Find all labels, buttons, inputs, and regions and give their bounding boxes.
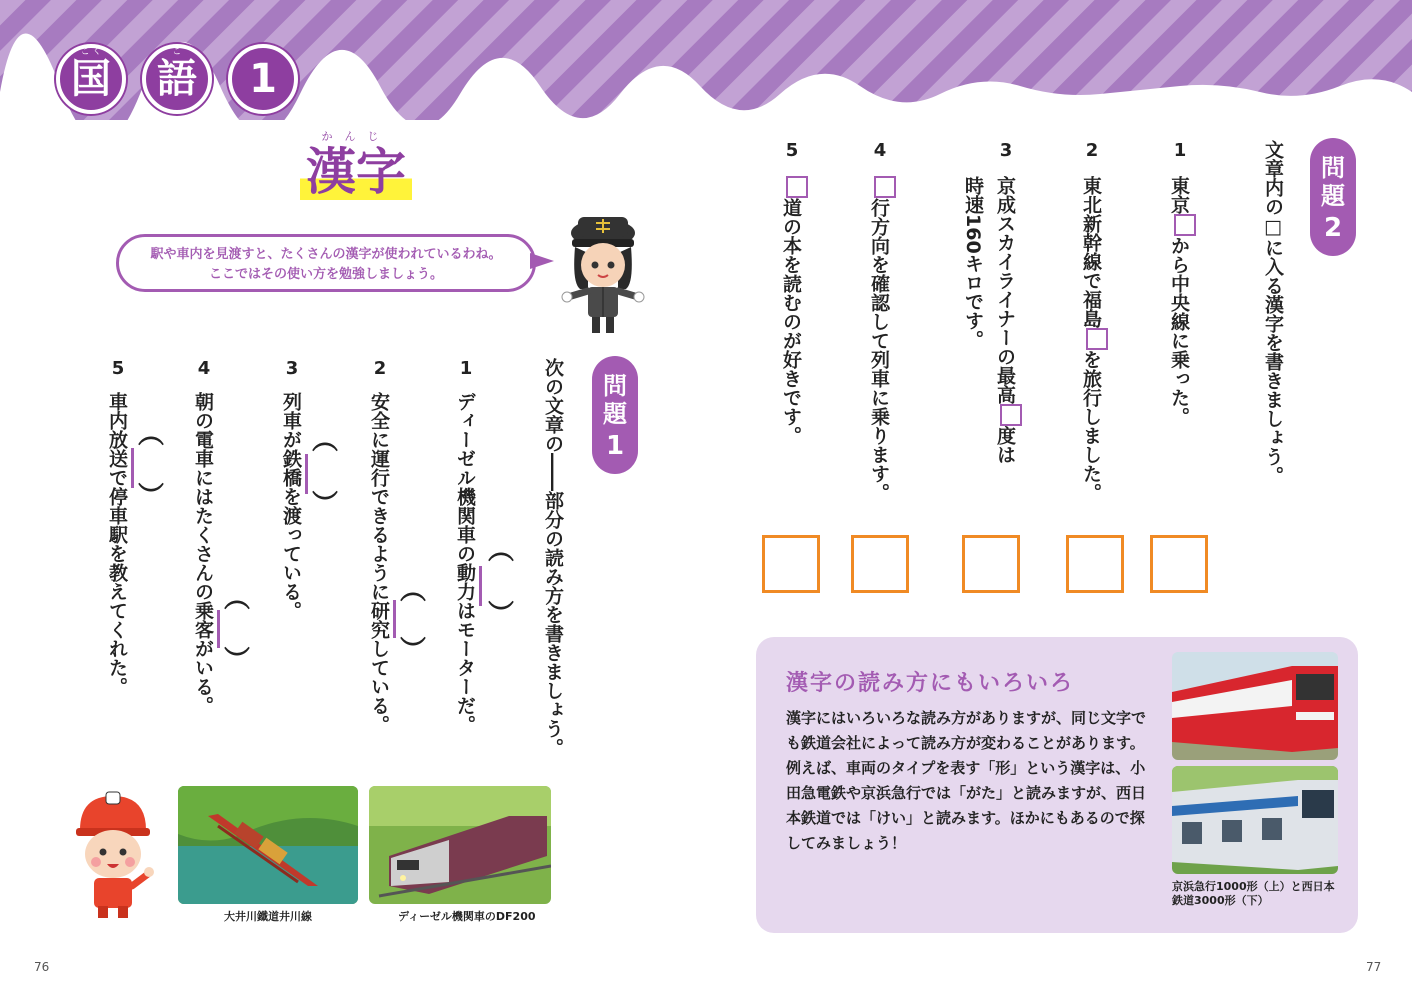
mondai-1-item-4-close-paren: ︶ bbox=[223, 646, 250, 676]
mondai-1-item-3-text: 列車が鉄橋を渡っている。 bbox=[280, 392, 302, 620]
mondai-1-item-1-close-paren: ︶ bbox=[487, 600, 514, 630]
unit-number-badge: 1 bbox=[228, 44, 298, 114]
mondai-2-item-4-blank bbox=[874, 176, 896, 198]
mondai-1-item-3-underline bbox=[305, 454, 308, 494]
page-number-right: 77 bbox=[1366, 960, 1382, 974]
mondai-1-item-4-open-paren: ︵ bbox=[223, 584, 250, 614]
photo-keikyu-1000 bbox=[1172, 652, 1338, 760]
mondai-1-item-1-underline bbox=[479, 566, 482, 606]
mondai-1-item-5-open-paren: ︵ bbox=[137, 420, 164, 450]
speech-bubble-line-1: 駅や車内を見渡すと、たくさんの漢字が使われているわね。 bbox=[150, 247, 502, 262]
mondai-1-item-1-text: ディーゼル機関車の動力はモーターだ。 bbox=[454, 392, 476, 734]
mondai-2-item-2-before: 東北新幹線で福島 bbox=[1080, 176, 1102, 328]
page-title-ruby: かんじ bbox=[321, 130, 391, 143]
mondai-2-item-5-text bbox=[778, 176, 808, 445]
mondai-1-item-2-number: 2 bbox=[373, 358, 387, 379]
conductor-girl-illustration bbox=[558, 205, 648, 335]
mondai-1-item-5-close-paren: ︶ bbox=[137, 482, 164, 512]
mondai-2-item-4-number: 4 bbox=[873, 140, 887, 161]
mondai-1-item-1-open-paren: ︵ bbox=[487, 536, 514, 566]
mondai-2-item-3-blank bbox=[1000, 404, 1022, 426]
mondai-2-item-4-text bbox=[866, 176, 896, 502]
mondai-2-instruction: 文章内の□に入る漢字を書きましょう。 bbox=[1262, 140, 1284, 485]
mondai-2-label bbox=[1310, 138, 1356, 256]
subject-badge-2-ruby: ご bbox=[172, 47, 182, 57]
photo-ikawa-line bbox=[178, 786, 358, 904]
answer-box-3[interactable] bbox=[962, 535, 1020, 593]
subject-badge-1: 国 bbox=[56, 44, 126, 114]
mondai-1-label-text: 問題 bbox=[603, 372, 627, 428]
mondai-2-item-3-number: 3 bbox=[999, 140, 1013, 161]
mondai-2-item-1-after: から中央線に乗った。 bbox=[1168, 236, 1190, 426]
train-photos-caption: 京浜急行1000形（上）と西日本鉄道3000形（下） bbox=[1172, 880, 1335, 907]
mondai-1-item-2-text: 安全に運行できるように研究している。 bbox=[368, 392, 390, 734]
photo-ikawa-caption: 大井川鐵道井川線 bbox=[224, 910, 312, 923]
info-box-body: 漢字にはいろいろな読み方がありますが、同じ文字でも鉄道会社によって読み方が変わることがあります。例えば、車両のタイプを表す「形」という漢字は、小田急電鉄や京浜急行では「がた」と読みますが、西日本鉄道では「けい」と読みます。ほかにもあるので探してみましょう！ bbox=[786, 709, 1147, 852]
mondai-2-number: 2 bbox=[1323, 213, 1343, 243]
mondai-2-item-5-blank bbox=[786, 176, 808, 198]
mondai-2-item-5-after: 道の本を読むのが好きです。 bbox=[780, 198, 802, 445]
page-number-left: 76 bbox=[34, 960, 50, 974]
answer-box-2[interactable] bbox=[1066, 535, 1124, 593]
mondai-1-item-4-text: 朝の電車にはたくさんの乗客がいる。 bbox=[192, 392, 214, 715]
mondai-1-item-4-number: 4 bbox=[197, 358, 211, 379]
mondai-1-item-1-number: 1 bbox=[459, 358, 473, 379]
mondai-1-item-5-text: 車内放送で停車駅を教えてくれた。 bbox=[106, 392, 128, 696]
photo-nishitetsu-3000 bbox=[1172, 766, 1338, 874]
answer-box-1[interactable] bbox=[1150, 535, 1208, 593]
mondai-2-item-1-number: 1 bbox=[1173, 140, 1187, 161]
subject-badge-2: 語 bbox=[142, 44, 212, 114]
mondai-1-instruction: 次の文章の――部分の読み方を書きましょう。 bbox=[542, 358, 564, 757]
header-banner bbox=[0, 0, 1412, 120]
mondai-2-item-1-blank bbox=[1174, 214, 1196, 236]
subject-badge-1-ruby: こ く bbox=[80, 47, 102, 57]
mondai-2-item-2-after: を旅行しました。 bbox=[1080, 350, 1102, 502]
mondai-2-item-2-text bbox=[1078, 176, 1108, 502]
conductor-boy-illustration bbox=[72, 790, 154, 920]
mondai-1-item-2-underline bbox=[393, 600, 396, 638]
mondai-2-item-4-after: 行方向を確認して列車に乗ります。 bbox=[868, 198, 890, 502]
mondai-1-item-5-number: 5 bbox=[111, 358, 125, 379]
mondai-2-item-5-number: 5 bbox=[785, 140, 799, 161]
mondai-2-item-3-after: 度は bbox=[994, 426, 1016, 464]
mondai-1-label bbox=[592, 356, 638, 474]
mondai-1-item-2-close-paren: ︶ bbox=[399, 636, 426, 666]
speech-bubble bbox=[116, 234, 536, 292]
mondai-2-item-1-before: 東京 bbox=[1168, 176, 1190, 214]
mondai-2-item-3-line-2: 時速160キロです。 bbox=[962, 176, 984, 349]
info-box-title: 漢字の読み方にもいろいろ bbox=[786, 671, 1075, 696]
photo-df200 bbox=[369, 786, 551, 904]
answer-box-5[interactable] bbox=[762, 535, 820, 593]
mondai-2-label-text: 問題 bbox=[1321, 154, 1345, 210]
mondai-2-item-2-blank bbox=[1086, 328, 1108, 350]
page-title: 漢字 bbox=[300, 144, 412, 200]
mondai-1-item-5-underline bbox=[131, 448, 134, 488]
mondai-2-item-3-before: 京成スカイライナーの最高 bbox=[994, 176, 1016, 404]
mondai-1-item-3-number: 3 bbox=[285, 358, 299, 379]
mondai-1-number: 1 bbox=[605, 431, 625, 461]
answer-box-4[interactable] bbox=[851, 535, 909, 593]
mondai-2-item-2-number: 2 bbox=[1085, 140, 1099, 161]
mondai-1-item-2-open-paren: ︵ bbox=[399, 576, 426, 606]
speech-bubble-line-2: ここではその使い方を勉強しましょう。 bbox=[208, 267, 443, 282]
page-title-block bbox=[300, 128, 412, 200]
speech-bubble-tail bbox=[530, 253, 554, 269]
mondai-2-item-3-text bbox=[992, 176, 1022, 464]
photo-df200-caption: ディーゼル機関車のDF200 bbox=[398, 910, 536, 923]
mondai-2-item-1-text bbox=[1166, 176, 1196, 426]
mondai-1-item-4-underline bbox=[217, 610, 220, 648]
mondai-1-item-3-open-paren: ︵ bbox=[311, 426, 338, 456]
mondai-1-item-3-close-paren: ︶ bbox=[311, 490, 338, 520]
